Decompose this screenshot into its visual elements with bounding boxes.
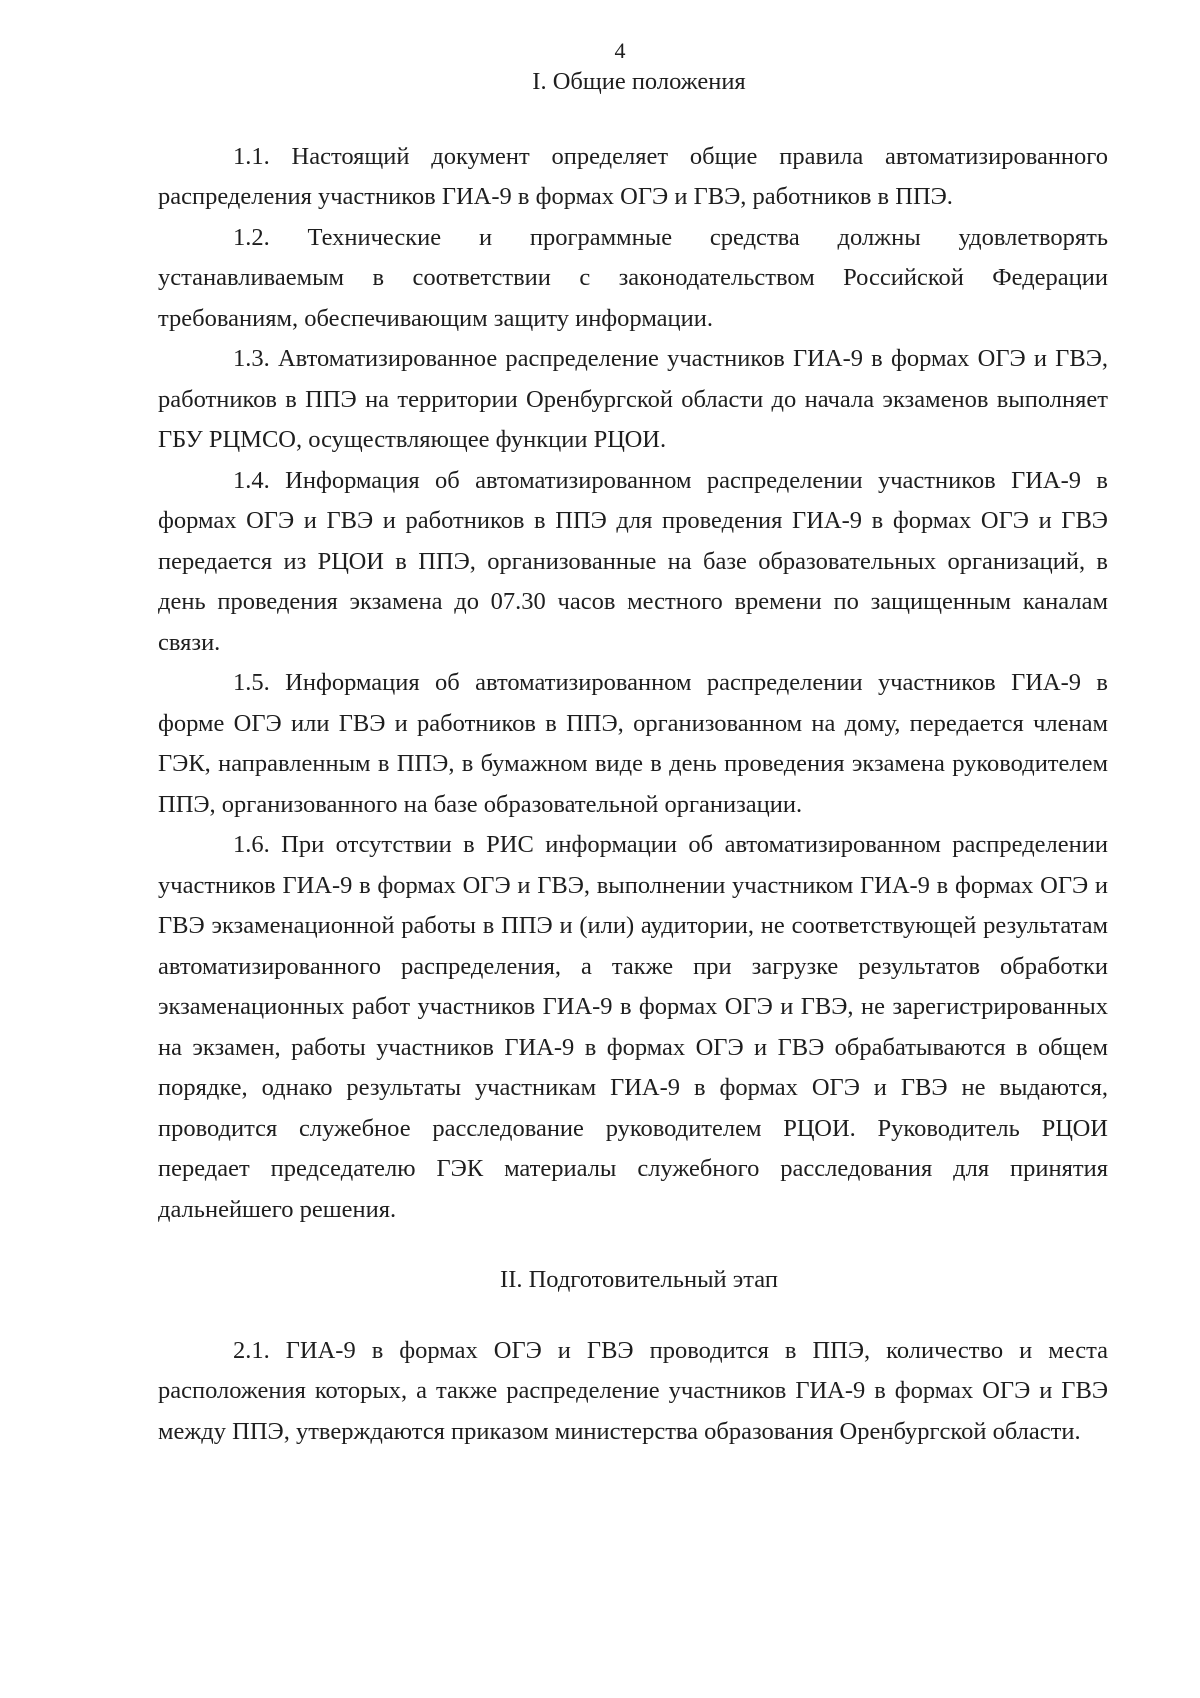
document-body — [158, 62, 1108, 1452]
paragraph-2-1: 2.1. ГИА-9 в формах ОГЭ и ГВЭ проводится в ППЭ, количество и места расположения которых, а также распределение участников ГИА-9 в формах ОГЭ и ГВЭ между ППЭ, утверждаются приказом министерства образования Оренбургской области. — [158, 1336, 1108, 1445]
paragraph-1-5: 1.5. Информация об автоматизированном распределении участников ГИА-9 в форме ОГЭ или ГВЭ и работников в ППЭ, организованном на дому, передается членам ГЭК, направленным в ППЭ, в бумажном виде в день проведения экзамена руководителем ППЭ, организованного на базе образовательной организации. — [158, 669, 1108, 818]
paragraph-1-1: 1.1. Настоящий документ определяет общие правила автоматизированного распределения участников ГИА-9 в формах ОГЭ и ГВЭ, работников в ППЭ. — [158, 142, 1108, 210]
paragraph-1-4: 1.4. Информация об автоматизированном распределении участников ГИА-9 в формах ОГЭ и ГВЭ и работников в ППЭ для проведения ГИА-9 в формах ОГЭ и ГВЭ передается из РЦОИ в ППЭ, организованные на базе образовательных организаций, в день проведения экзамена до 07.30 часов местного времени по защищенным каналам связи. — [158, 466, 1108, 656]
paragraph-1-2: 1.2. Технические и программные средства должны удовлетворять устанавливаемым в соответствии с законодательством Российской Федерации требованиям, обеспечивающим защиту информации. — [158, 223, 1108, 332]
section-title-general: I. Общие положения — [532, 68, 746, 95]
section-title-preparatory: II. Подготовительный этап — [500, 1266, 778, 1293]
paragraph-1-6: 1.6. При отсутствии в РИС информации об автоматизированном распределении участников ГИА-9 в формах ОГЭ и ГВЭ, выполнении участником ГИА-9 в формах ОГЭ и ГВЭ экзаменационной работы в ППЭ и (или) аудитории, не соответствующей результатам автоматизированного распределения, а также при загрузке результатов обработки экзаменационных работ участников ГИА-9 в формах ОГЭ и ГВЭ, не зарегистрированных на экзамен, работы участников ГИА-9 в формах ОГЭ и ГВЭ обрабатываются в общем порядке, однако результаты участникам ГИА-9 в формах ОГЭ и ГВЭ не выдаются, проводится служебное расследование руководителем РЦОИ. Руководитель РЦОИ передает председателю ГЭК материалы служебного расследования для принятия дальнейшего решения. — [158, 831, 1108, 1223]
page-number: 4 — [614, 38, 626, 63]
paragraph-1-3: 1.3. Автоматизированное распределение участников ГИА-9 в формах ОГЭ и ГВЭ, работников в ППЭ на территории Оренбургской области до начала экзаменов выполняет ГБУ РЦМСО, осуществляющее функции РЦОИ. — [158, 345, 1108, 453]
